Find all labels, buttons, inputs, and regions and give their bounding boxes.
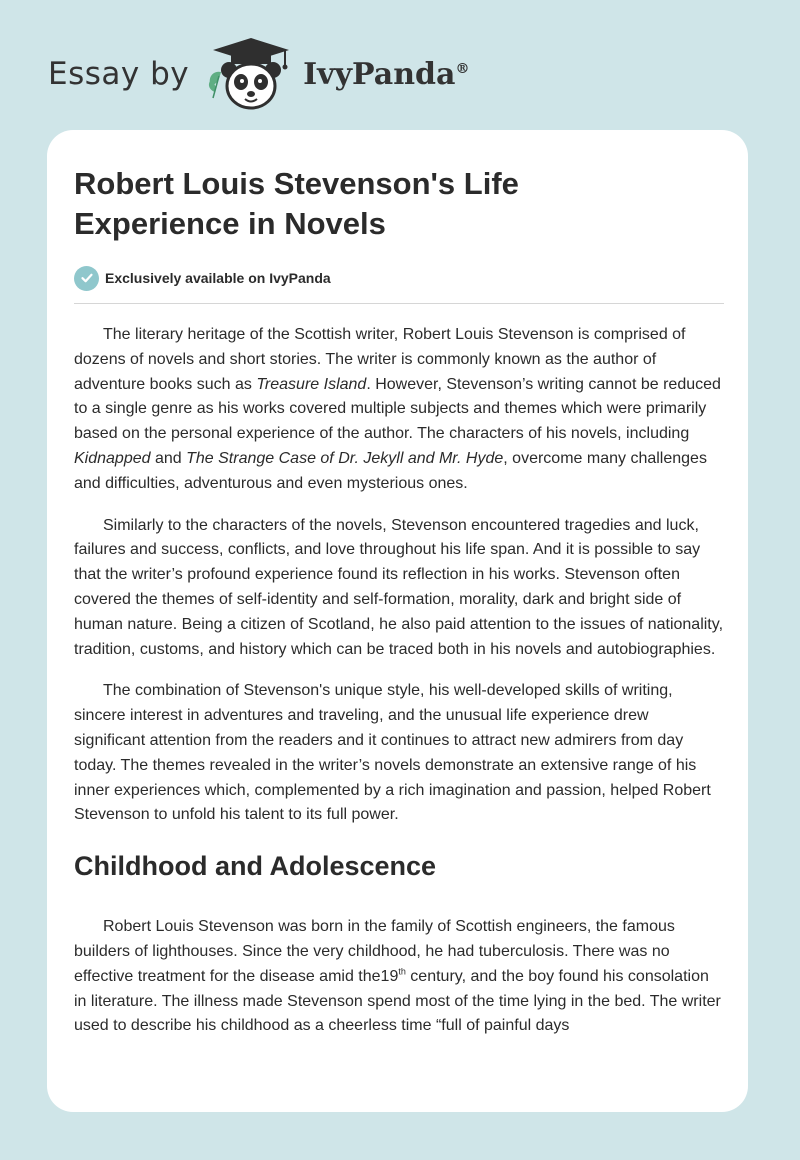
page-title: Robert Louis Stevenson's Life Experience in Novels: [74, 166, 519, 241]
essay-by-label: Essay by: [48, 56, 190, 92]
section-heading-childhood: Childhood and Adolescence: [74, 851, 437, 882]
article-body: [74, 323, 724, 1039]
book-title-jekyll-hyde: The Strange Case of Dr. Jekyll and Mr. Hyde: [186, 449, 504, 467]
checkmark-icon: [74, 266, 99, 291]
exclusive-label: Exclusively available on IvyPanda: [105, 270, 331, 286]
registered-mark: ®: [455, 60, 470, 77]
brand-name[interactable]: IvyPanda®: [303, 56, 470, 92]
essay-card: [47, 130, 748, 1112]
site-header: [48, 34, 469, 114]
panda-logo-icon[interactable]: [205, 36, 297, 112]
paragraph-4: Robert Louis Stevenson was born in the family of Scottish engineers, the famous builders of lighthouses. Since the very childhood, he had tuberculosis. There was no effective treatment for the disease amid the19th century, and the boy found his consolation in literature. The illness made Stevenson spend most of the time lying in the bed. The writer used to describe his childhood as a cheerless time “full of painful days: [74, 918, 721, 1035]
book-title-kidnapped: Kidnapped: [74, 449, 151, 467]
exclusive-badge: [74, 265, 724, 291]
paragraph-3: The combination of Stevenson's unique style, his well-developed skills of writing, sincere interest in adventures and traveling, and the unusual life experience drew significant attention from the readers and it continues to attract new admirers from day today. The themes revealed in the writer’s novels demonstrate an extensive range of his inner experiences which, complemented by a rich imagination and passion, helped Robert Stevenson to unfold his talent to its full power.: [74, 682, 711, 824]
paragraph-2: Similarly to the characters of the novels, Stevenson encountered tragedies and luck, failures and success, conflicts, and love throughout his life span. And it is possible to say that the writer’s profound experience found its reflection in his works. Stevenson often covered the themes of self-identity and self-formation, morality, dark and bright side of human nature. Being a citizen of Scotland, he also paid attention to the issues of nationality, tradition, customs, and history which can be traced both in his novels and autobiographies.: [74, 516, 724, 658]
divider: [74, 303, 724, 304]
paragraph-1: The literary heritage of the Scottish writer, Robert Louis Stevenson is comprised of dozens of novels and short stories. The writer is commonly known as the author of adventure books such as Treasure Island. However, Stevenson’s writing cannot be reduced to a single genre as his works covered multiple subjects and themes which were primarily based on the personal experience of the author. The characters of his novels, including Kidnapped and The Strange Case of Dr. Jekyll and Mr. Hyde, overcome many challenges and difficulties, adventurous and even mysterious ones.: [74, 326, 721, 492]
book-title-treasure-island: Treasure Island: [256, 375, 367, 393]
